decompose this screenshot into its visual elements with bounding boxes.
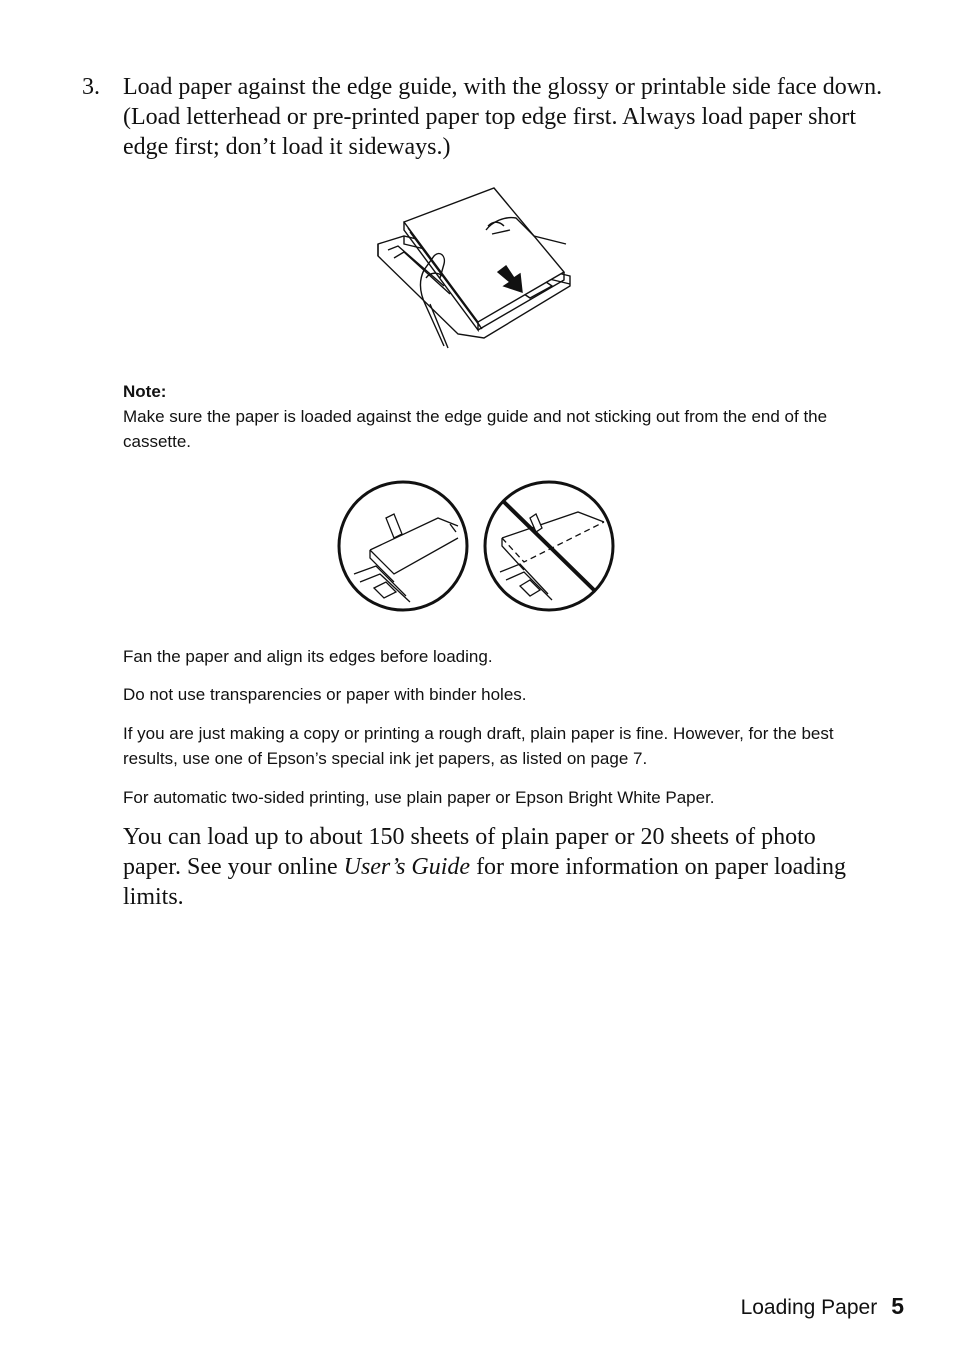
footer-section-title: Loading Paper xyxy=(740,1296,878,1319)
step-number: 3. xyxy=(82,74,100,100)
capacity-paragraph xyxy=(123,822,868,912)
users-guide-reference: User’s Guide xyxy=(343,854,471,880)
capacity-text-end: for more information on paper loading limits. xyxy=(123,854,846,910)
capacity-text-start: You can load up to about 150 sheets of plain paper or 20 sheets of photo paper. See your online xyxy=(123,824,816,880)
tip-two-sided: For automatic two-sided printing, use plain paper or Epson Bright White Paper. xyxy=(123,788,715,807)
page-number: 5 xyxy=(891,1293,904,1319)
note-block xyxy=(123,380,883,454)
incorrect-loading-icon xyxy=(485,482,613,610)
tip-no-transparencies: Do not use transparencies or paper with binder holes. xyxy=(123,685,527,704)
correct-loading-icon xyxy=(339,482,467,610)
note-body: Make sure the paper is loaded against the edge guide and not sticking out from the end of the cassette. xyxy=(123,407,828,451)
tip-paper-types: If you are just making a copy or printing a rough draft, plain paper is fine. However, for the best results, use one of Epson’s special ink jet papers, as listed on page 7. xyxy=(123,724,834,768)
edge-guide-comparison-illustration xyxy=(334,478,620,616)
step-text: Load paper against the edge guide, with the glossy or printable side face down. (Load letterhead or pre-printed paper top edge first. Always load paper short edge first; don’t load it sideways.) xyxy=(123,74,883,160)
tip-fan-paper: Fan the paper and align its edges before loading. xyxy=(123,647,493,666)
note-title: Note: xyxy=(123,382,167,401)
load-paper-illustration xyxy=(374,186,574,351)
page-footer xyxy=(741,1293,904,1320)
